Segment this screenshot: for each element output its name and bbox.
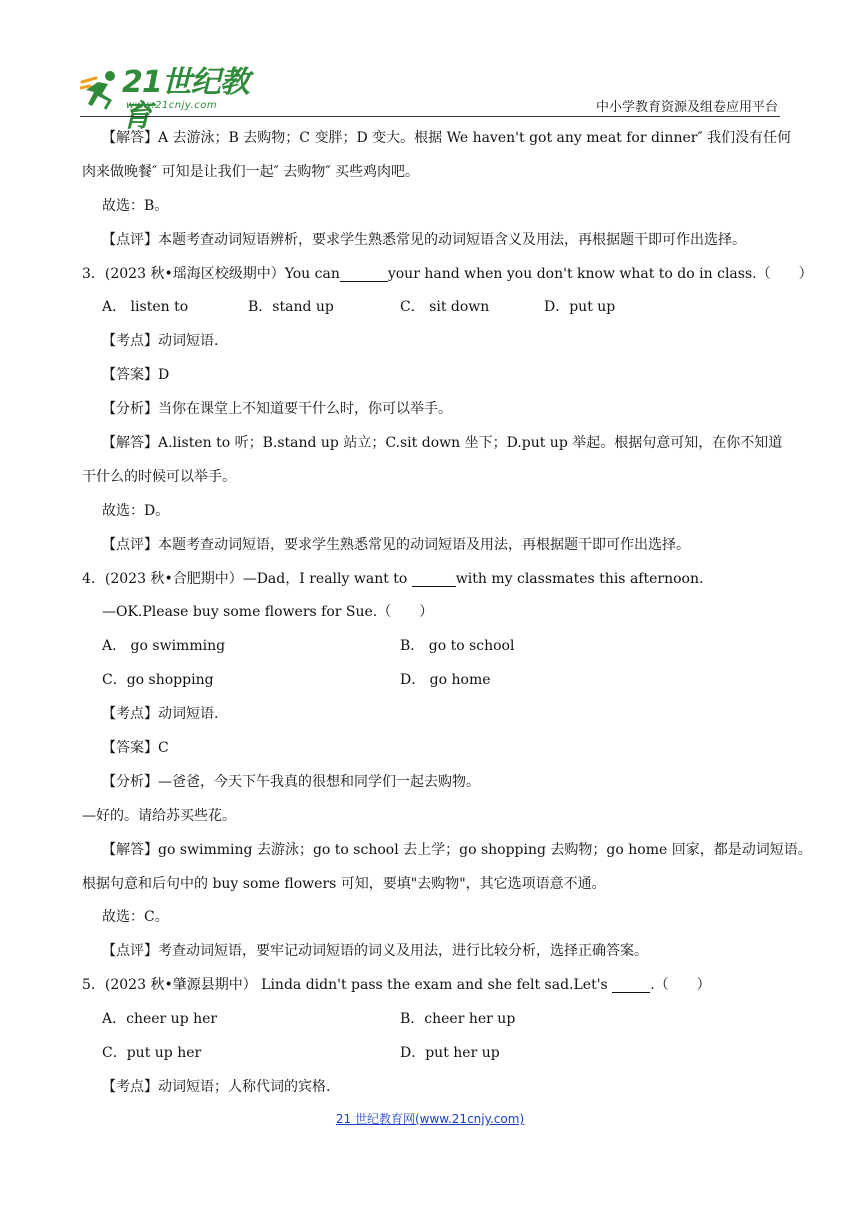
q4-analysis: 【分析】—爸爸，今天下午我真的很想和同学们一起去购物。 <box>102 773 480 790</box>
q4-solution-cont: 根据句意和后句中的 buy some flowers 可知，要填"去购物"，其它选项语意不通。 <box>82 875 606 892</box>
q5-blank <box>612 974 650 993</box>
q3-option-d: D．put up <box>544 299 616 316</box>
q3-choice: 故选：D。 <box>102 502 170 519</box>
q5-option-a: A．cheer up her <box>102 1011 218 1028</box>
q4-point: 【考点】动词短语. <box>102 706 219 723</box>
logo-text: 21世纪教育 <box>122 65 249 134</box>
q5-option-c: C．put up her <box>102 1045 202 1062</box>
q4-stem-start: 4．(2023 秋•合肥期中）—Dad，I really want to <box>82 570 412 587</box>
q5-point: 【考点】动词短语；人称代词的宾格. <box>102 1078 331 1095</box>
q4-options-row1 <box>82 630 786 664</box>
q4-answer: 【答案】C <box>102 740 169 757</box>
platform-title: 中小学教育资源及组卷应用平台 <box>595 100 778 115</box>
q5-stem-start: 5．(2023 秋•肇源县期中） Linda didn't pass the exam and she felt sad.Let's <box>82 977 613 994</box>
footer-link[interactable]: 21 世纪教育网(www.21cnjy.com) <box>335 1112 525 1126</box>
q2-comment: 【点评】本题考查动词短语辨析，要求学生熟悉常见的动词短语含义及用法，再根据题干即可作出选择。 <box>102 231 746 248</box>
q4-comment: 【点评】考查动词短语，要牢记动词短语的词义及用法，进行比较分析，选择正确答案。 <box>102 943 648 960</box>
q4-option-b: B． go to school <box>400 638 515 655</box>
q4-stem-reply: —OK.Please buy some flowers for Sue.（ ） <box>102 604 434 621</box>
logo-url: www.21cnjy.com <box>126 100 218 111</box>
q3-blank <box>340 263 388 282</box>
q4-choice: 故选：C。 <box>102 909 169 926</box>
q5-stem-end: .（ ） <box>650 977 711 994</box>
q4-stem-end: with my classmates this afternoon. <box>455 570 704 587</box>
q3-stem-start: 3．(2023 秋•瑶海区校级期中）You can <box>82 265 340 282</box>
q3-option-c: C． sit down <box>400 299 490 316</box>
page-header <box>0 0 860 134</box>
q4-solution: 【解答】go swimming 去游泳；go to school 去上学；go shopping 去购物；go home 回家，都是动词短语。 <box>102 841 812 858</box>
q4-blank <box>412 568 456 587</box>
q5-option-b: B．cheer her up <box>400 1011 516 1028</box>
runner-logo-icon <box>80 68 124 112</box>
q5-stem <box>82 969 786 1003</box>
q4-analysis-cont: —好的。请给苏买些花。 <box>82 807 236 824</box>
q4-option-c: C．go shopping <box>102 672 214 689</box>
q3-point: 【考点】动词短语. <box>102 333 219 350</box>
q5-option-d: D．put her up <box>400 1045 500 1062</box>
q2-choice: 故选：B。 <box>102 197 169 214</box>
q3-comment: 【点评】本题考查动词短语，要求学生熟悉常见的动词短语及用法，再根据题干即可作出选择。 <box>102 536 690 553</box>
q2-solution: 【解答】A 去游泳；B 去购物；C 变胖；D 变大。根据 We haven't got any meat for dinner″ 我们没有任何 <box>102 130 792 146</box>
q4-option-d: D． go home <box>400 672 491 689</box>
logo <box>80 65 260 134</box>
q4-options-row2 <box>82 664 786 698</box>
q3-analysis: 【分析】当你在课堂上不知道要干什么时，你可以举手。 <box>102 401 452 418</box>
q2-solution-cont: 肉来做晚餐″ 可知是让我们一起″ 去购物″ 买些鸡肉吧。 <box>82 163 420 180</box>
q3-option-a: A． listen to <box>102 299 189 316</box>
q4-stem <box>82 563 786 597</box>
page-footer <box>0 1110 860 1127</box>
q3-stem <box>82 258 813 292</box>
q4-option-a: A． go swimming <box>102 638 226 655</box>
q3-solution: 【解答】A.listen to 听；B.stand up 站立；C.sit down 坐下；D.put up 举起。根据句意可知，在你不知道 <box>102 435 783 452</box>
document-body <box>82 122 813 1105</box>
q3-options <box>82 291 786 325</box>
q5-options-row1 <box>82 1003 786 1037</box>
q3-answer: 【答案】D <box>102 367 170 384</box>
q3-option-b: B．stand up <box>248 299 334 316</box>
q5-options-row2 <box>82 1037 786 1071</box>
header-divider <box>80 116 780 117</box>
q3-solution-cont: 干什么的时候可以举手。 <box>82 468 236 485</box>
q3-stem-end: your hand when you don't know what to do in class.（ ） <box>387 265 813 282</box>
